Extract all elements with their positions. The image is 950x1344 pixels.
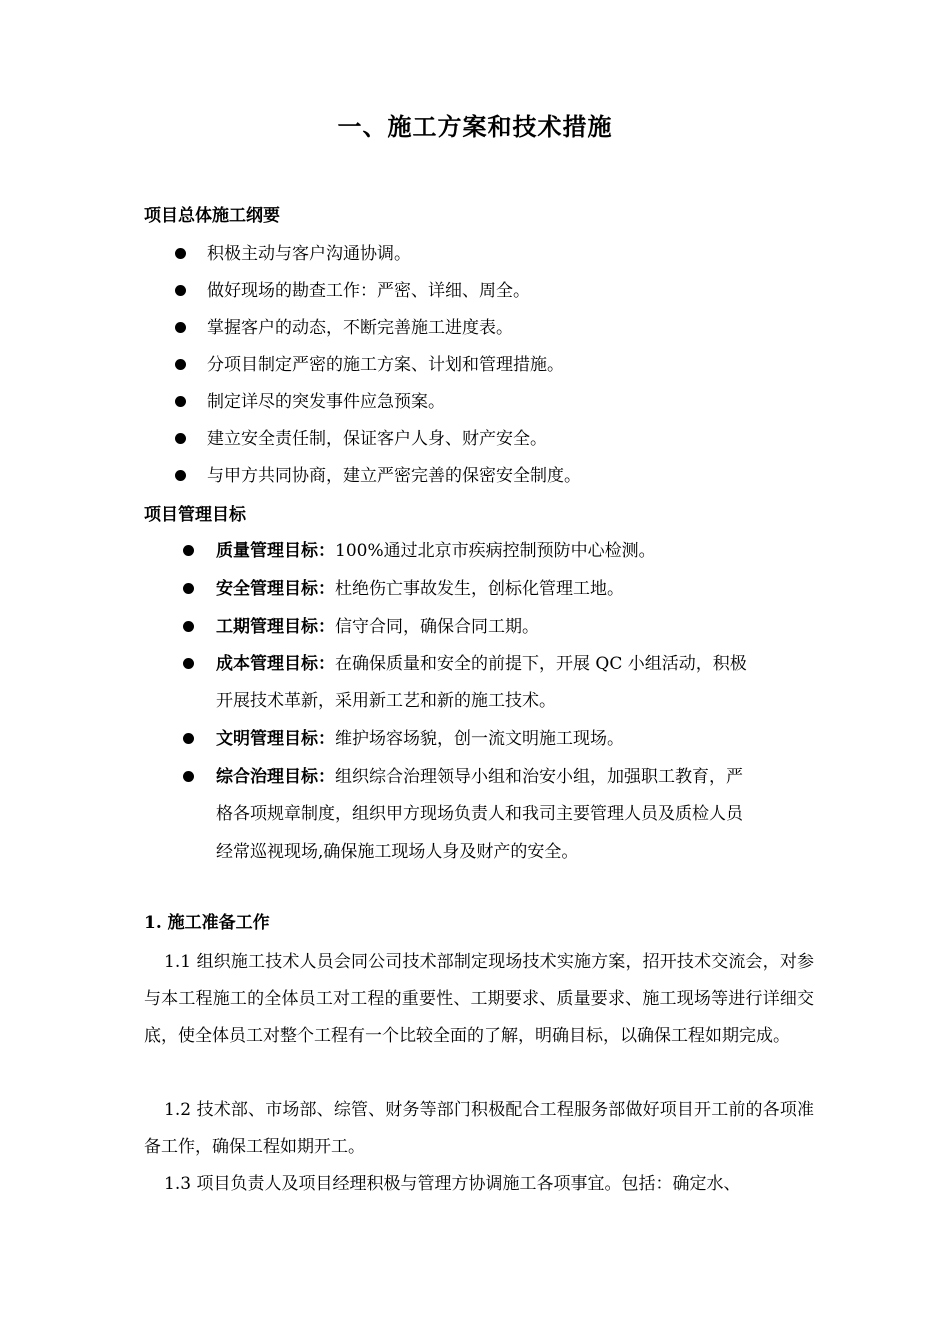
page-title: 一、施工方案和技术措施 (337, 112, 613, 141)
targets-heading: 项目管理目标 (144, 505, 246, 525)
target-text-continued: 经常巡视现场,确保施工现场人身及财产的安全。 (216, 842, 579, 862)
section-paragraph: 1.1 组织施工技术人员会同公司技术部制定现场技术实施方案，招开技术交流会，对参与本工程施工的全体员工对工程的重要性、工期要求、质量要求、施工现场等进行详细交底，使全体员工对整个工程有一个比较全面的了解，明确目标，以确保工程如期完成。 (144, 952, 814, 1046)
target-label: 成本管理目标： (216, 654, 335, 674)
bullet-icon (175, 322, 186, 333)
outline-item: 积极主动与客户沟通协调。 (207, 244, 411, 264)
target-item (216, 539, 656, 563)
target-text: 维护场容场貌，创一流文明施工现场。 (335, 729, 624, 749)
section-paragraph: 1.3 项目负责人及项目经理积极与管理方协调施工各项事宜。包括：确定水、 (164, 1174, 741, 1194)
target-item (216, 765, 743, 789)
target-text-continued: 开展技术革新，采用新工艺和新的施工技术。 (216, 691, 556, 711)
outline-item: 建立安全责任制，保证客户人身、财产安全。 (207, 429, 547, 449)
target-text: 信守合同，确保合同工期。 (335, 617, 539, 637)
bullet-icon (175, 248, 186, 259)
outline-item: 制定详尽的突发事件应急预案。 (207, 392, 445, 412)
bullet-icon (175, 359, 186, 370)
bullet-icon (183, 621, 194, 632)
target-item (216, 727, 624, 751)
target-label: 安全管理目标： (216, 579, 335, 599)
section-paragraph: 1.2 技术部、市场部、综管、财务等部门积极配合工程服务部做好项目开工前的各项准备工作，确保工程如期开工。 (144, 1100, 814, 1157)
target-text: 杜绝伤亡事故发生，创标化管理工地。 (335, 579, 624, 599)
target-label: 质量管理目标： (216, 541, 335, 561)
target-item (216, 652, 747, 676)
outline-heading: 项目总体施工纲要 (144, 206, 280, 226)
outline-item: 做好现场的勘查工作：严密、详细、周全。 (207, 281, 530, 301)
target-text: 100%通过北京市疾病控制预防中心检测。 (335, 541, 656, 561)
target-label: 文明管理目标： (216, 729, 335, 749)
bullet-icon (175, 470, 186, 481)
bullet-icon (183, 733, 194, 744)
target-label: 工期管理目标： (216, 617, 335, 637)
target-text-continued: 格各项规章制度，组织甲方现场负责人和我司主要管理人员及质检人员 (216, 804, 743, 824)
outline-item: 分项目制定严密的施工方案、计划和管理措施。 (207, 355, 564, 375)
target-label: 综合治理目标： (216, 767, 335, 787)
target-text: 组织综合治理领导小组和治安小组，加强职工教育，严 (335, 767, 743, 787)
bullet-icon (175, 285, 186, 296)
bullet-icon (175, 433, 186, 444)
outline-item: 与甲方共同协商，建立严密完善的保密安全制度。 (207, 466, 581, 486)
bullet-icon (183, 583, 194, 594)
bullet-icon (183, 658, 194, 669)
bullet-icon (183, 771, 194, 782)
target-item (216, 615, 539, 639)
section-heading: 1. 施工准备工作 (144, 913, 270, 933)
bullet-icon (175, 396, 186, 407)
target-text: 在确保质量和安全的前提下，开展 QC 小组活动，积极 (335, 654, 747, 674)
target-item (216, 577, 624, 601)
outline-item: 掌握客户的动态，不断完善施工进度表。 (207, 318, 513, 338)
bullet-icon (183, 545, 194, 556)
